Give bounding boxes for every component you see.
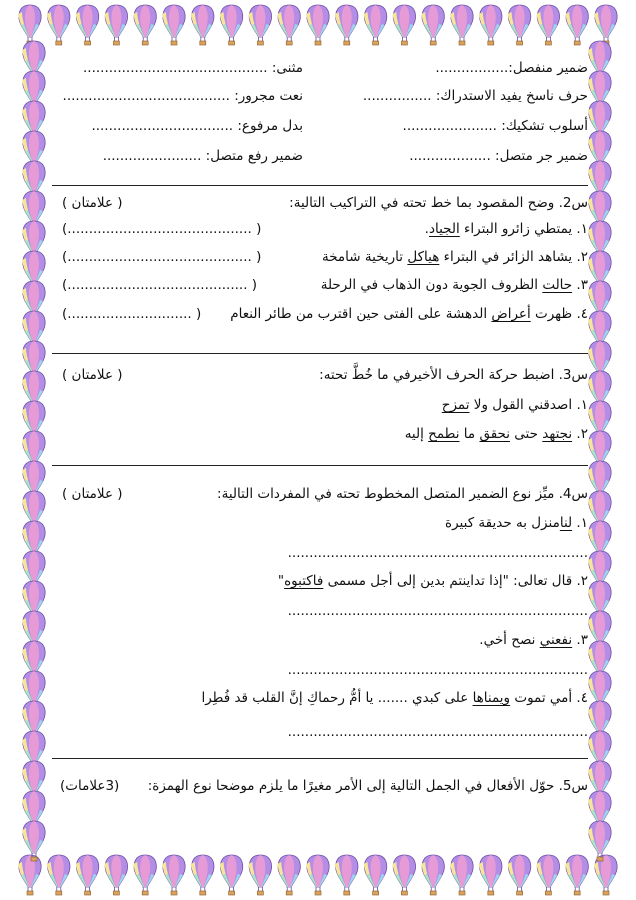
- balloon-icon: [421, 5, 444, 45]
- q3-item-1: ١. اصدقني القول ولا تمزح: [441, 397, 588, 413]
- balloon-icon: [588, 491, 611, 531]
- balloon-icon: [588, 581, 611, 621]
- balloon-icon: [22, 41, 45, 81]
- balloon-icon: [588, 791, 611, 831]
- q4-item-2: ٢. قال تعالى: "إذا تداينتم بدين إلى أجل مسمى فاكتبوه": [277, 573, 588, 589]
- balloon-icon: [191, 5, 214, 45]
- balloon-icon: [565, 5, 588, 45]
- balloon-icon: [18, 5, 41, 45]
- balloon-icon: [22, 491, 45, 531]
- balloon-icon: [588, 641, 611, 681]
- q4-item-1: ١. لنامنزل به حديقة كبيرة: [445, 515, 588, 531]
- q2-item-1: ١. يمتطي زائرو البتراء الجياد.: [424, 221, 588, 237]
- balloon-icon: [22, 641, 45, 681]
- genitive-adjective-field: نعت مجرور: .......................................: [62, 88, 303, 104]
- balloon-icon: [588, 71, 611, 111]
- q2-item-2-blank[interactable]: ( ...........................................): [62, 249, 262, 265]
- nominative-apposition-field: بدل مرفوع: .................................: [91, 118, 303, 134]
- genitive-pronoun-field: ضمير جر متصل: ...................: [409, 148, 588, 164]
- balloon-icon: [588, 371, 611, 411]
- balloon-icon: [22, 71, 45, 111]
- q3-item-2: ٢. نجتهد حتى نحقق ما نطمح إليه: [404, 426, 588, 442]
- balloon-icon: [22, 191, 45, 231]
- balloon-icon: [335, 5, 358, 45]
- balloon-icon: [588, 821, 611, 861]
- section-divider: [52, 465, 588, 466]
- balloon-icon: [22, 701, 45, 741]
- balloon-icon: [588, 131, 611, 171]
- balloon-icon: [588, 671, 611, 711]
- balloon-icon: [588, 701, 611, 741]
- balloon-icon: [588, 311, 611, 351]
- balloon-icon: [22, 431, 45, 471]
- dual-field: مثنى: ...........................................: [83, 60, 303, 76]
- q4-item-2-answer-line[interactable]: ......................................................................: [287, 603, 588, 619]
- balloon-icon: [22, 251, 45, 291]
- balloon-icon: [22, 461, 45, 501]
- worksheet-content: [52, 40, 588, 870]
- balloon-icon: [588, 551, 611, 591]
- balloon-icon: [588, 221, 611, 261]
- balloon-icon: [277, 5, 300, 45]
- balloon-icon: [22, 581, 45, 621]
- q2-item-4: ٤. ظهرت أعراض الدهشة على الفتى حين اقترب من طائر النعام: [230, 306, 588, 322]
- balloon-icon: [588, 341, 611, 381]
- q4-item-1-answer-line[interactable]: ......................................................................: [287, 545, 588, 561]
- q2-item-4-blank[interactable]: ( .............................): [62, 306, 202, 322]
- balloon-icon: [588, 761, 611, 801]
- balloon-icon: [588, 731, 611, 771]
- concession-particle-field: حرف ناسخ يفيد الاستدراك: ................: [362, 88, 588, 104]
- balloon-icon: [104, 5, 127, 45]
- section-divider: [52, 185, 588, 186]
- nominative-pronoun-field: ضمير رفع متصل: .......................: [102, 148, 303, 164]
- balloon-icon: [22, 821, 45, 861]
- balloon-icon: [22, 761, 45, 801]
- balloon-icon: [22, 281, 45, 321]
- balloon-icon: [588, 101, 611, 141]
- balloon-icon: [248, 5, 271, 45]
- q2-item-3: ٣. حالت الظروف الجوية دون الذهاب في الرحلة: [320, 277, 588, 293]
- separate-pronoun-field: ضمير منفصل:.................: [435, 60, 588, 76]
- balloon-icon: [22, 671, 45, 711]
- balloon-icon: [18, 855, 41, 895]
- balloon-icon: [22, 161, 45, 201]
- balloon-icon: [594, 5, 617, 45]
- balloon-icon: [450, 5, 473, 45]
- balloon-icon: [22, 611, 45, 651]
- balloon-icon: [392, 5, 415, 45]
- balloon-icon: [162, 5, 185, 45]
- balloon-icon: [22, 731, 45, 771]
- balloon-icon: [536, 5, 559, 45]
- q4-item-3: ٣. نفعني نصح أخي.: [479, 632, 588, 648]
- balloon-icon: [47, 5, 70, 45]
- q4-item-3-answer-line[interactable]: ......................................................................: [287, 662, 588, 678]
- q2-item-1-blank[interactable]: ( ...........................................): [62, 221, 262, 237]
- balloon-icon: [594, 855, 617, 895]
- q2-title: س2. وضح المقصود بما خط تحته في التراكيب التالية:: [289, 195, 588, 211]
- balloon-icon: [22, 131, 45, 171]
- balloon-icon: [364, 5, 387, 45]
- section-divider: [52, 353, 588, 354]
- balloon-icon: [22, 401, 45, 441]
- balloon-icon: [588, 431, 611, 471]
- balloon-icon: [508, 5, 531, 45]
- q2-item-3-blank[interactable]: ( ..........................................): [62, 277, 258, 293]
- balloon-icon: [22, 791, 45, 831]
- balloon-icon: [588, 461, 611, 501]
- balloon-icon: [220, 5, 243, 45]
- balloon-icon: [22, 311, 45, 351]
- balloon-icon: [588, 521, 611, 561]
- balloon-icon: [133, 5, 156, 45]
- q2-marks: ( علامتان ): [62, 195, 123, 211]
- balloon-icon: [22, 551, 45, 591]
- balloon-icon: [588, 401, 611, 441]
- balloon-icon: [76, 5, 99, 45]
- balloon-icon: [306, 5, 329, 45]
- q4-title: س4. ميِّز نوع الضمير المتصل المخطوط تحته في المفردات التالية:: [217, 486, 588, 502]
- q5-title: س5. حوّل الأفعال في الجمل التالية إلى الأمر مغيرًا ما يلزم موضحا نوع الهمزة:: [147, 778, 588, 794]
- balloon-icon: [22, 341, 45, 381]
- section-divider: [52, 758, 588, 759]
- balloon-icon: [588, 281, 611, 321]
- balloon-icon: [588, 251, 611, 291]
- balloon-icon: [22, 221, 45, 261]
- q5-marks: (3علامات): [60, 778, 120, 794]
- q4-item-4-answer-line[interactable]: ......................................................................: [287, 724, 588, 740]
- balloon-icon: [22, 101, 45, 141]
- q4-marks: ( علامتان ): [62, 486, 123, 502]
- balloon-icon: [22, 521, 45, 561]
- balloon-icon: [588, 41, 611, 81]
- doubt-style-field: أسلوب تشكيك: ......................: [402, 118, 588, 134]
- q2-item-2: ٢. يشاهد الزائر في البتراء هياكل تاريخية شامخة: [321, 249, 588, 265]
- q3-marks: ( علامتان ): [62, 367, 123, 383]
- balloon-icon: [479, 5, 502, 45]
- balloon-icon: [588, 161, 611, 201]
- balloon-icon: [588, 191, 611, 231]
- balloon-icon: [588, 611, 611, 651]
- balloon-icon: [22, 371, 45, 411]
- q4-item-4: ٤. أمي تموت ويمناها على كبدي ....... يا أمُّ رحماكِ إنَّ القلب قد فُطِرا: [201, 690, 588, 706]
- q3-title: س3. اضبط حركة الحرف الأخيرفي ما خُطَّ تحته:: [319, 367, 588, 383]
